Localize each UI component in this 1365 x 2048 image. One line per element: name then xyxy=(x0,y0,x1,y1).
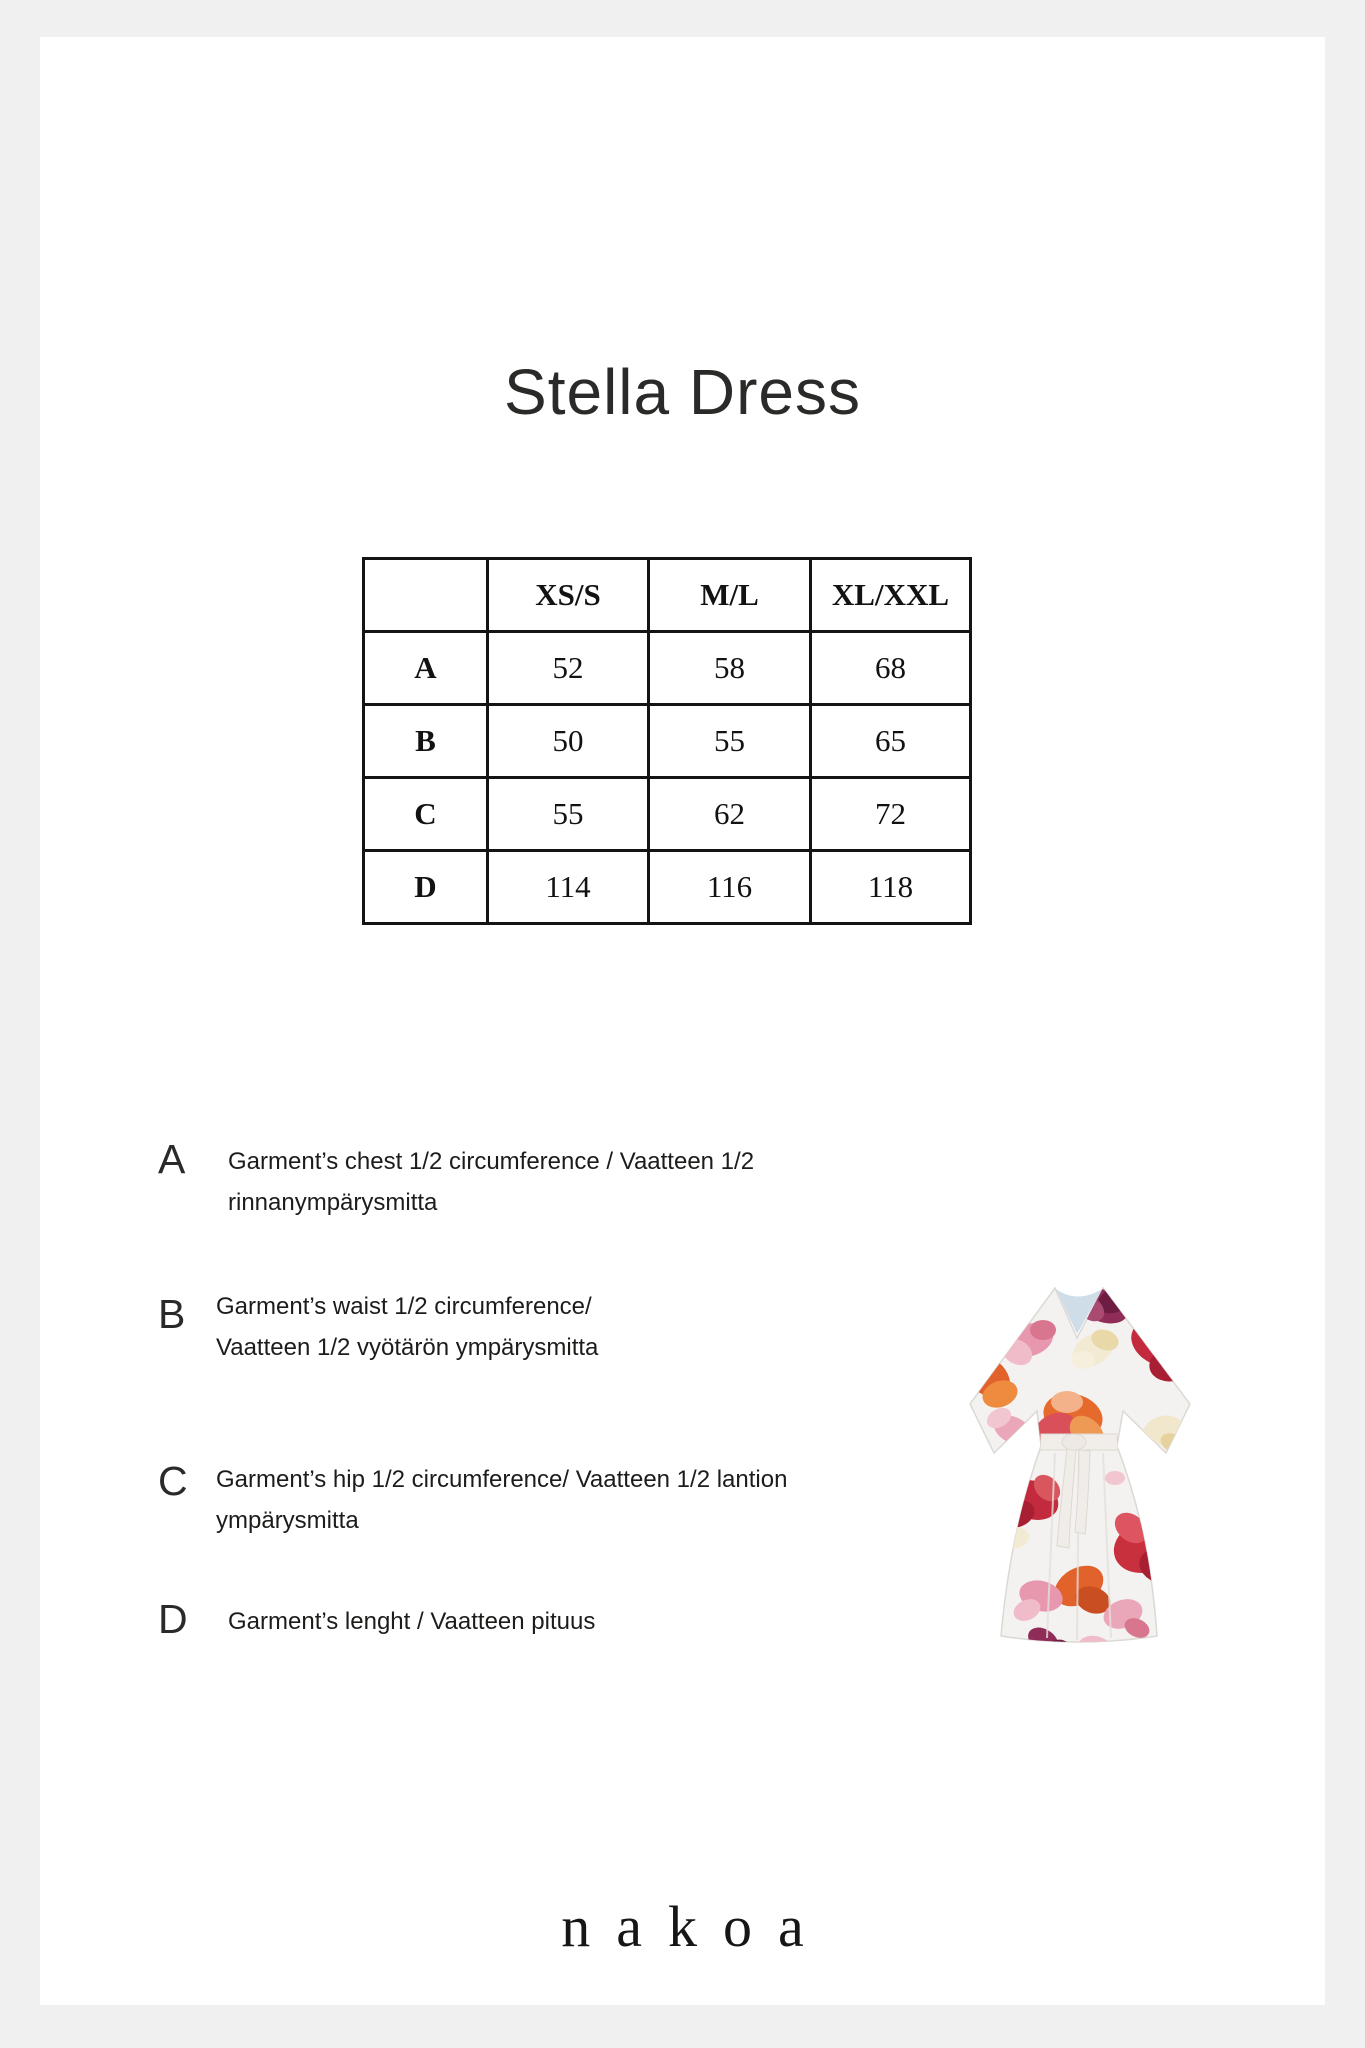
table-row xyxy=(364,851,971,924)
product-photo-dress xyxy=(955,1248,1205,1658)
measurement-line: Garment’s chest 1/2 circumference / Vaatteen 1/2 xyxy=(228,1148,755,1175)
document-page xyxy=(40,37,1325,2005)
measurement-letter-d: D xyxy=(158,1596,188,1642)
brand-logo: nakoa xyxy=(561,1894,830,1959)
measurement-text-b xyxy=(216,1282,598,1368)
table-row xyxy=(364,632,971,705)
row-label: D xyxy=(364,851,488,924)
row-label: C xyxy=(364,778,488,851)
page-title: Stella Dress xyxy=(504,356,861,428)
size-column-header: XS/S xyxy=(488,559,649,632)
measurement-line: Garment’s lenght / Vaatteen pituus xyxy=(228,1608,596,1635)
measurement-row-a xyxy=(158,1137,754,1223)
measurement-line: Garment’s waist 1/2 circumference/ xyxy=(216,1293,592,1320)
measurement-line: Garment’s hip 1/2 circumference/ Vaatteen 1/2 lantion xyxy=(216,1466,788,1493)
header-row xyxy=(364,559,971,632)
size-chart-body xyxy=(364,632,971,924)
measurement-row-b xyxy=(158,1282,598,1368)
measurement-line: ympärysmitta xyxy=(216,1507,359,1534)
measurement-value-cell: 62 xyxy=(649,778,811,851)
measurement-value-cell: 55 xyxy=(488,778,649,851)
measurement-value-cell: 58 xyxy=(649,632,811,705)
size-column-header: M/L xyxy=(649,559,811,632)
measurement-row-c xyxy=(158,1455,787,1541)
measurement-value-cell: 114 xyxy=(488,851,649,924)
measurement-text-d xyxy=(228,1597,595,1642)
measurement-value-cell: 72 xyxy=(811,778,971,851)
size-column-header: XL/XXL xyxy=(811,559,971,632)
belt-knot xyxy=(1062,1434,1086,1450)
measurement-value-cell: 65 xyxy=(811,705,971,778)
measurement-value-cell: 50 xyxy=(488,705,649,778)
table-row xyxy=(364,778,971,851)
measurement-letter-b: B xyxy=(158,1291,186,1337)
size-chart-table xyxy=(362,557,972,925)
measurement-value-cell: 52 xyxy=(488,632,649,705)
table-row xyxy=(364,705,971,778)
corner-cell xyxy=(364,559,488,632)
measurement-line: rinnanympärysmitta xyxy=(228,1189,438,1216)
measurement-value-cell: 118 xyxy=(811,851,971,924)
measurement-text-c xyxy=(216,1455,787,1541)
measurement-line: Vaatteen 1/2 vyötärön ympärysmitta xyxy=(216,1334,599,1361)
measurement-value-cell: 55 xyxy=(649,705,811,778)
size-chart-header xyxy=(364,559,971,632)
measurement-text-a xyxy=(228,1137,754,1223)
measurement-value-cell: 116 xyxy=(649,851,811,924)
measurement-letter-c: C xyxy=(158,1458,188,1504)
row-label: A xyxy=(364,632,488,705)
measurement-value-cell: 68 xyxy=(811,632,971,705)
measurement-row-d xyxy=(158,1597,595,1642)
row-label: B xyxy=(364,705,488,778)
measurement-letter-a: A xyxy=(158,1136,186,1182)
